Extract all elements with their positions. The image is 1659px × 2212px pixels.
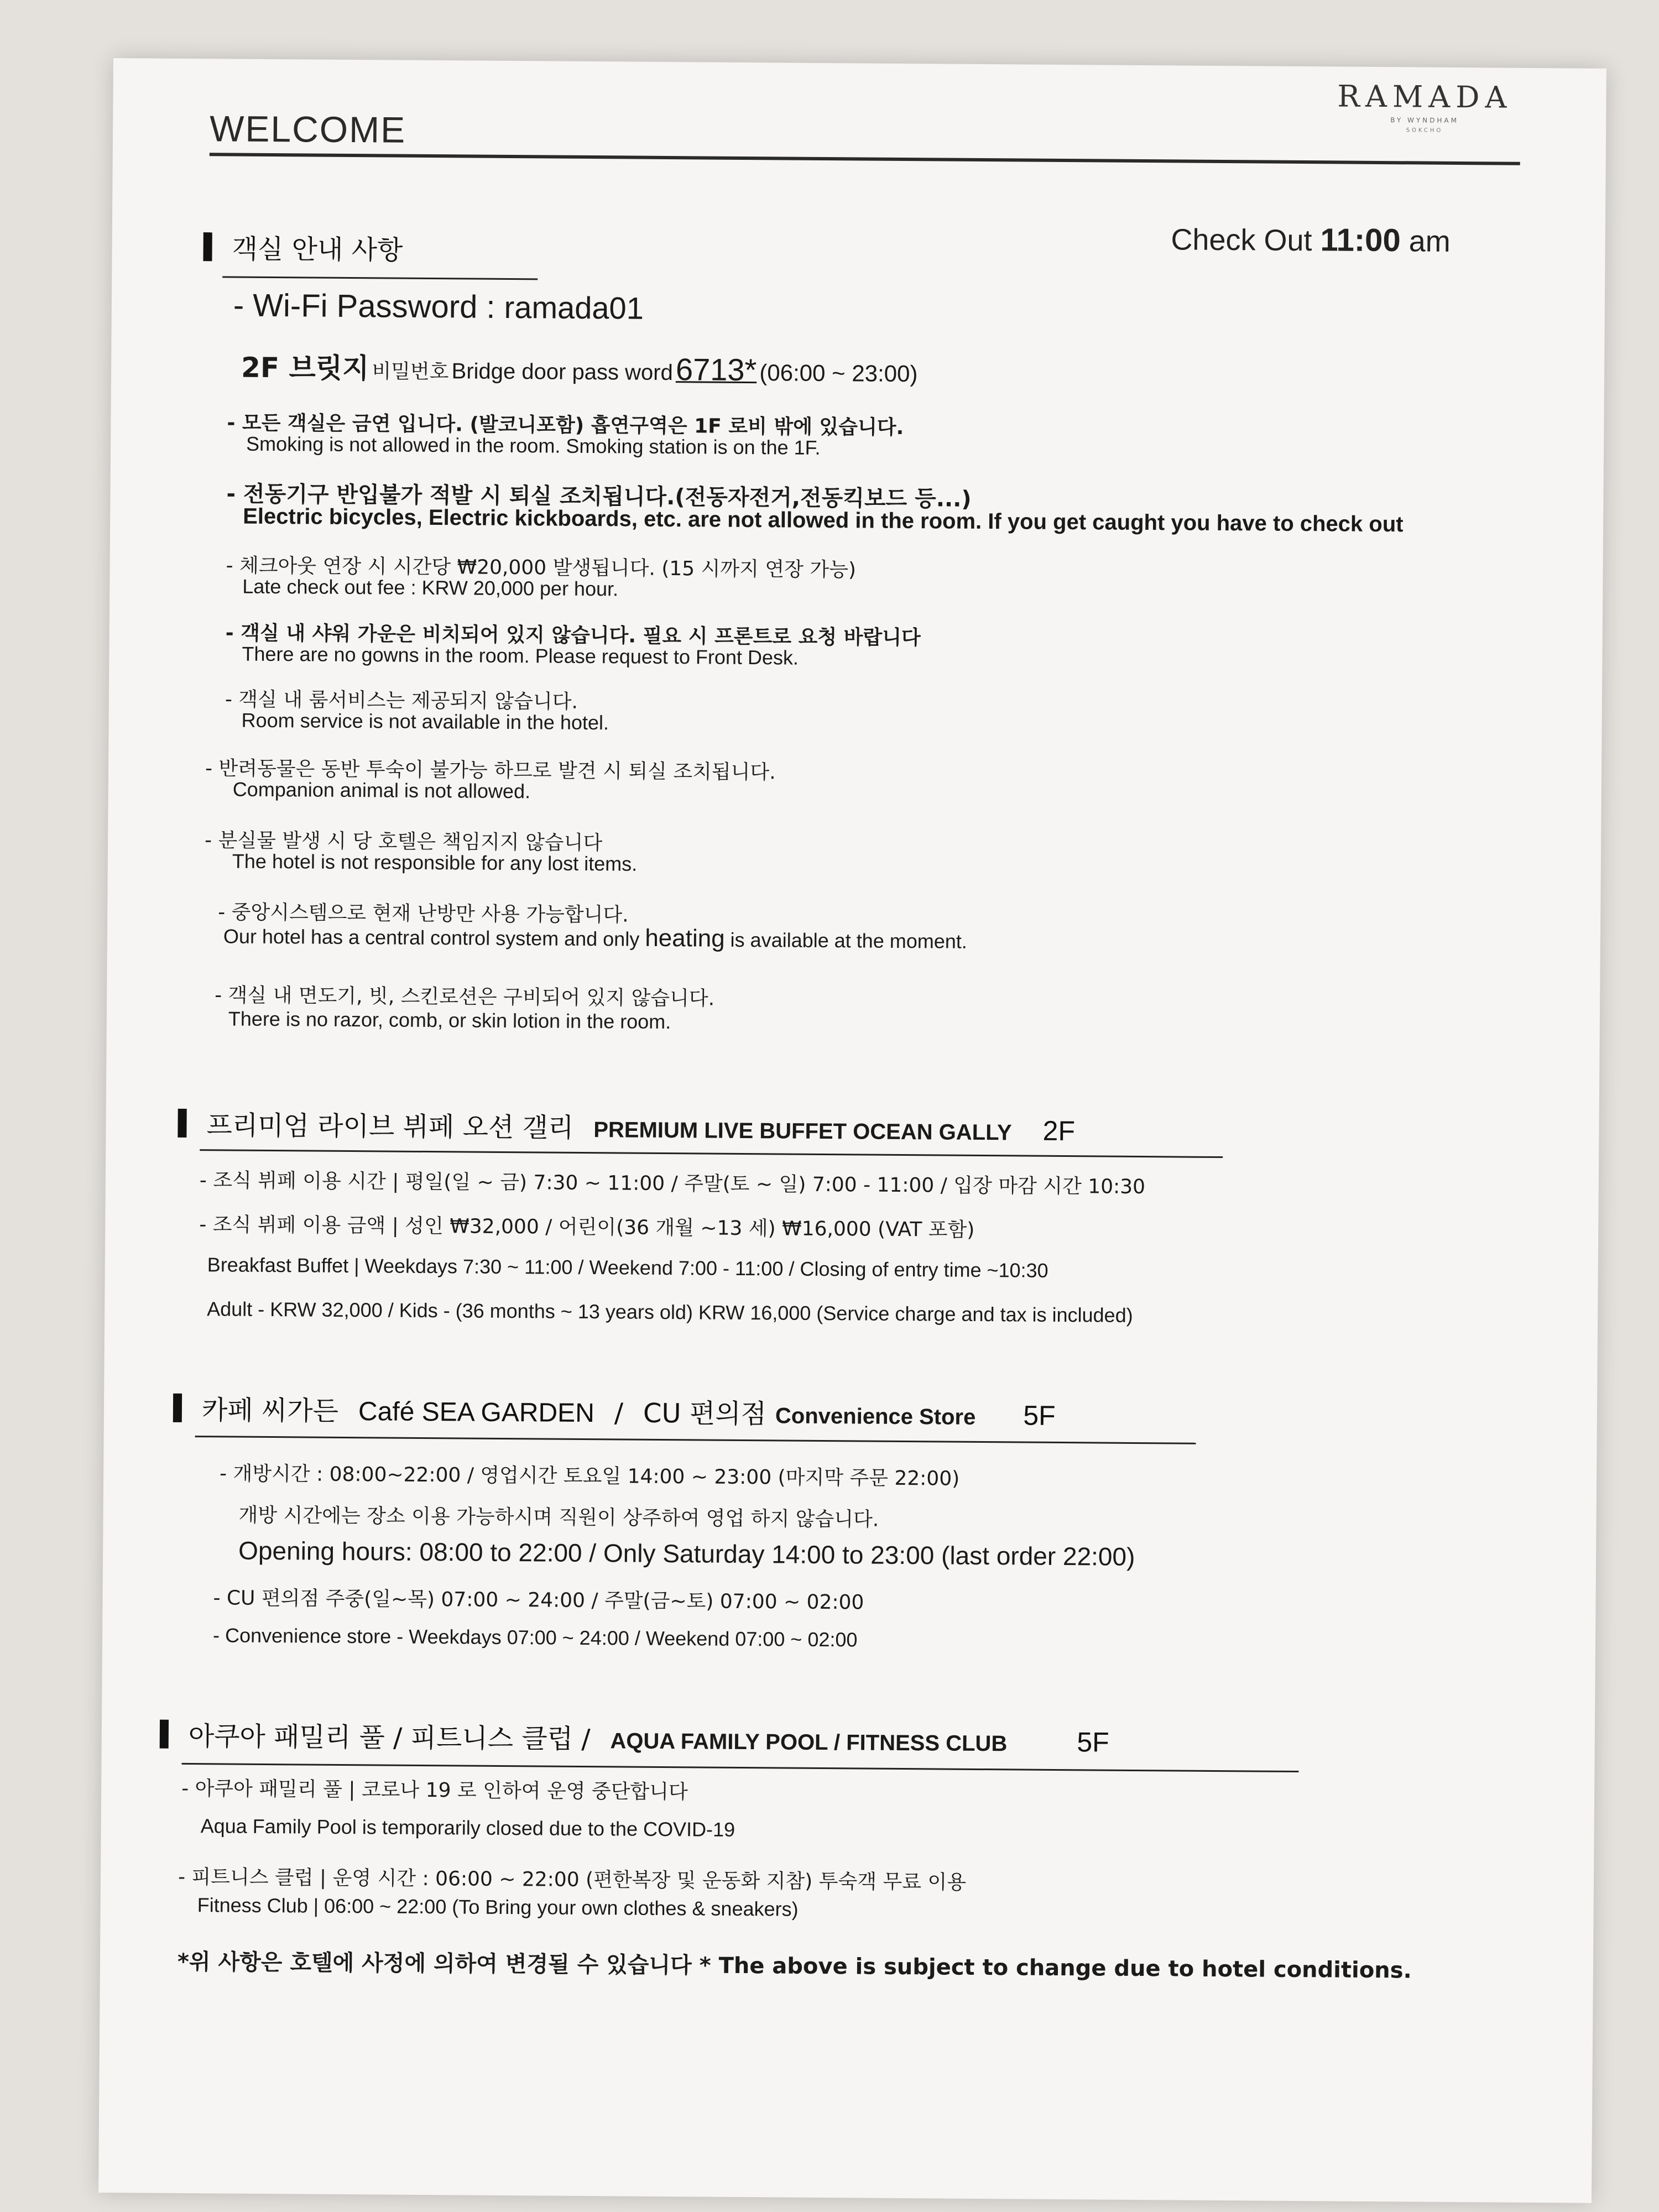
brand-name: RAMADA: [1337, 79, 1512, 115]
brand-sub: BY WYNDHAM: [1390, 116, 1459, 124]
pool-line: - 아쿠아 패밀리 풀 | 코로나 19 로 인하여 운영 중단합니다: [181, 1777, 688, 1804]
title-rule: [210, 153, 1520, 165]
notice-en-heating-word: heating: [645, 924, 725, 952]
pool-rule: [181, 1763, 1298, 1772]
notice-en-part-b: is available at the moment.: [724, 928, 968, 953]
wifi-label: - Wi-Fi Password :: [233, 287, 504, 325]
bridge-label-en: Bridge door pass word: [451, 359, 673, 385]
pool-floor: 5F: [1077, 1726, 1109, 1758]
brand-location: SOKCHO: [1406, 127, 1443, 134]
notice-ko: - 체크아웃 연장 시 시간당 ₩20,000 발생됩니다. (15 시까지 연장 가능): [226, 554, 857, 582]
notice-ko: - 객실 내 룸서비스는 제공되지 않습니다.: [225, 688, 578, 713]
notice-ko: - 전동기구 반입불가 적발 시 퇴실 조치됩니다.(전동자전거,전동킥보드 등...): [226, 481, 972, 512]
notice-en: The hotel is not responsible for any lost items.: [232, 849, 638, 875]
cafe-line: - CU 편의점 주중(일~목) 07:00 ~ 24:00 / 주말(금~토) 07:00 ~ 02:00: [213, 1587, 864, 1614]
notice-en: Companion animal is not allowed.: [232, 778, 531, 803]
buffet-line: Breakfast Buffet | Weekdays 7:30 ~ 11:00 / Weekend 7:00 - 11:00 / Closing of entry time ~10:30: [207, 1253, 1048, 1282]
notice-en-heating: [223, 921, 967, 954]
notice-ko: - 반려동물은 동반 투숙이 불가능 하므로 발견 시 퇴실 조치됩니다.: [205, 757, 776, 784]
bridge-code: 6713*: [675, 352, 757, 388]
notice-en: Late check out fee : KRW 20,000 per hour.: [242, 575, 619, 601]
notice-ko: - 객실 내 면도기, 빗, 스킨로션은 구비되어 있지 않습니다.: [215, 984, 715, 1010]
checkout-prefix: Check Out: [1171, 223, 1312, 258]
notice-en: There are no gowns in the room. Please request to Front Desk.: [242, 642, 799, 669]
bridge-hours: (06:00 ~ 23:00): [759, 359, 918, 387]
notice-ko: - 중앙시스템으로 현재 난방만 사용 가능합니다.: [218, 901, 629, 927]
buffet-rule: [200, 1149, 1223, 1158]
wifi-password: ramada01: [504, 289, 644, 326]
notice-en: There is no razor, comb, or skin lotion in the room.: [228, 1007, 671, 1034]
wifi-line: [233, 287, 644, 327]
welcome-sheet: [98, 58, 1606, 2203]
notice-en: Room service is not available in the hotel.: [241, 708, 609, 734]
page-title: WELCOME: [209, 108, 406, 150]
room-info-heading: [203, 227, 403, 267]
notice-ko: - 분실물 발생 시 당 호텔은 책임지지 않습니다: [204, 829, 603, 855]
bridge-label-ko: 2F 브릿지: [241, 351, 369, 385]
pool-line: Aqua Family Pool is temporarily closed due to the COVID-19: [200, 1814, 735, 1841]
pool-title-ko: 아쿠아 패밀리 풀 / 피트니스 클럽 /: [188, 1721, 591, 1755]
bridge-pw-ko: 비밀번호: [372, 360, 449, 384]
buffet-title-en: PREMIUM LIVE BUFFET OCEAN GALLY: [593, 1118, 1012, 1145]
section-bar: [160, 1719, 169, 1748]
cafe-rule: [195, 1436, 1196, 1444]
notice-en: Smoking is not allowed in the room. Smoking station is on the 1F.: [246, 432, 821, 459]
section-bar: [203, 232, 212, 261]
pool-title-en: AQUA FAMILY POOL / FITNESS CLUB: [610, 1729, 1008, 1756]
cafe-line: Opening hours: 08:00 to 22:00 / Only Saturday 14:00 to 23:00 (last order 22:00): [238, 1536, 1135, 1571]
notice-en-part-a: Our hotel has a central control system and only: [223, 925, 645, 951]
bridge-line: [241, 346, 918, 390]
buffet-line: Adult - KRW 32,000 / Kids - (36 months ~ 13 years old) KRW 16,000 (Service charge and tax is included): [207, 1297, 1133, 1327]
cu-title-en: Convenience Store: [775, 1404, 976, 1430]
notice-ko: - 모든 객실은 금연 입니다. (발코니포함) 흡연구역은 1F 로비 밖에 있습니다.: [227, 411, 904, 439]
ramada-logo: [1337, 79, 1512, 134]
room-info-title: 객실 안내 사항: [232, 233, 403, 266]
room-info-rule: [222, 276, 538, 280]
buffet-heading: [178, 1104, 1075, 1148]
notice-en: Electric bicycles, Electric kickboards, etc. are not allowed in the room. If you get caught you have to check out: [243, 504, 1404, 537]
change-notice: *위 사항은 호텔에 사정에 의하여 변경될 수 있습니다 * The above is subject to change due to hotel conditions.: [177, 1949, 1412, 1984]
cafe-title-separator: /: [614, 1397, 624, 1429]
cafe-line: 개방 시간에는 장소 이용 가능하시며 직원이 상주하여 영업 하지 않습니다.: [238, 1504, 879, 1531]
cu-title-ko: CU 편의점: [643, 1397, 767, 1430]
cafe-heading: [173, 1389, 1056, 1433]
buffet-line: - 조식 뷔페 이용 금액 | 성인 ₩32,000 / 어린이(36 개월 ~13 세) ₩16,000 (VAT 포함): [199, 1213, 975, 1241]
checkout-time: [1171, 220, 1451, 259]
checkout-suffix: am: [1408, 225, 1451, 258]
cafe-line: - 개방시간 : 08:00~22:00 / 영업시간 토요일 14:00 ~ 23:00 (마지막 주문 22:00): [219, 1462, 960, 1490]
pool-line: - 피트니스 클럽 | 운영 시간 : 06:00 ~ 22:00 (편한복장 및 운동화 지참) 투숙객 무료 이용: [178, 1865, 967, 1894]
buffet-line: - 조식 뷔페 이용 시간 | 평일(일 ~ 금) 7:30 ~ 11:00 / 주말(토 ~ 일) 7:00 - 11:00 / 입장 마감 시간 10:30: [199, 1169, 1146, 1199]
cafe-title-en: Café SEA GARDEN: [358, 1397, 595, 1428]
section-bar: [178, 1108, 186, 1137]
pool-line: Fitness Club | 06:00 ~ 22:00 (To Bring your own clothes & sneakers): [197, 1893, 799, 1921]
cafe-floor: 5F: [1023, 1400, 1056, 1431]
buffet-floor: 2F: [1042, 1115, 1076, 1147]
section-bar: [173, 1393, 182, 1422]
notice-ko: - 객실 내 샤워 가운은 비치되어 있지 않습니다. 필요 시 프론트로 요청 바랍니다: [225, 622, 921, 650]
cafe-line: - Convenience store - Weekdays 07:00 ~ 24:00 / Weekend 07:00 ~ 02:00: [212, 1624, 858, 1651]
buffet-title-ko: 프리미엄 라이브 뷔페 오션 갤리: [206, 1110, 574, 1144]
cafe-title-ko: 카페 씨가든: [201, 1395, 339, 1427]
checkout-hour: 11:00: [1320, 222, 1401, 259]
pool-heading: [160, 1715, 1109, 1760]
